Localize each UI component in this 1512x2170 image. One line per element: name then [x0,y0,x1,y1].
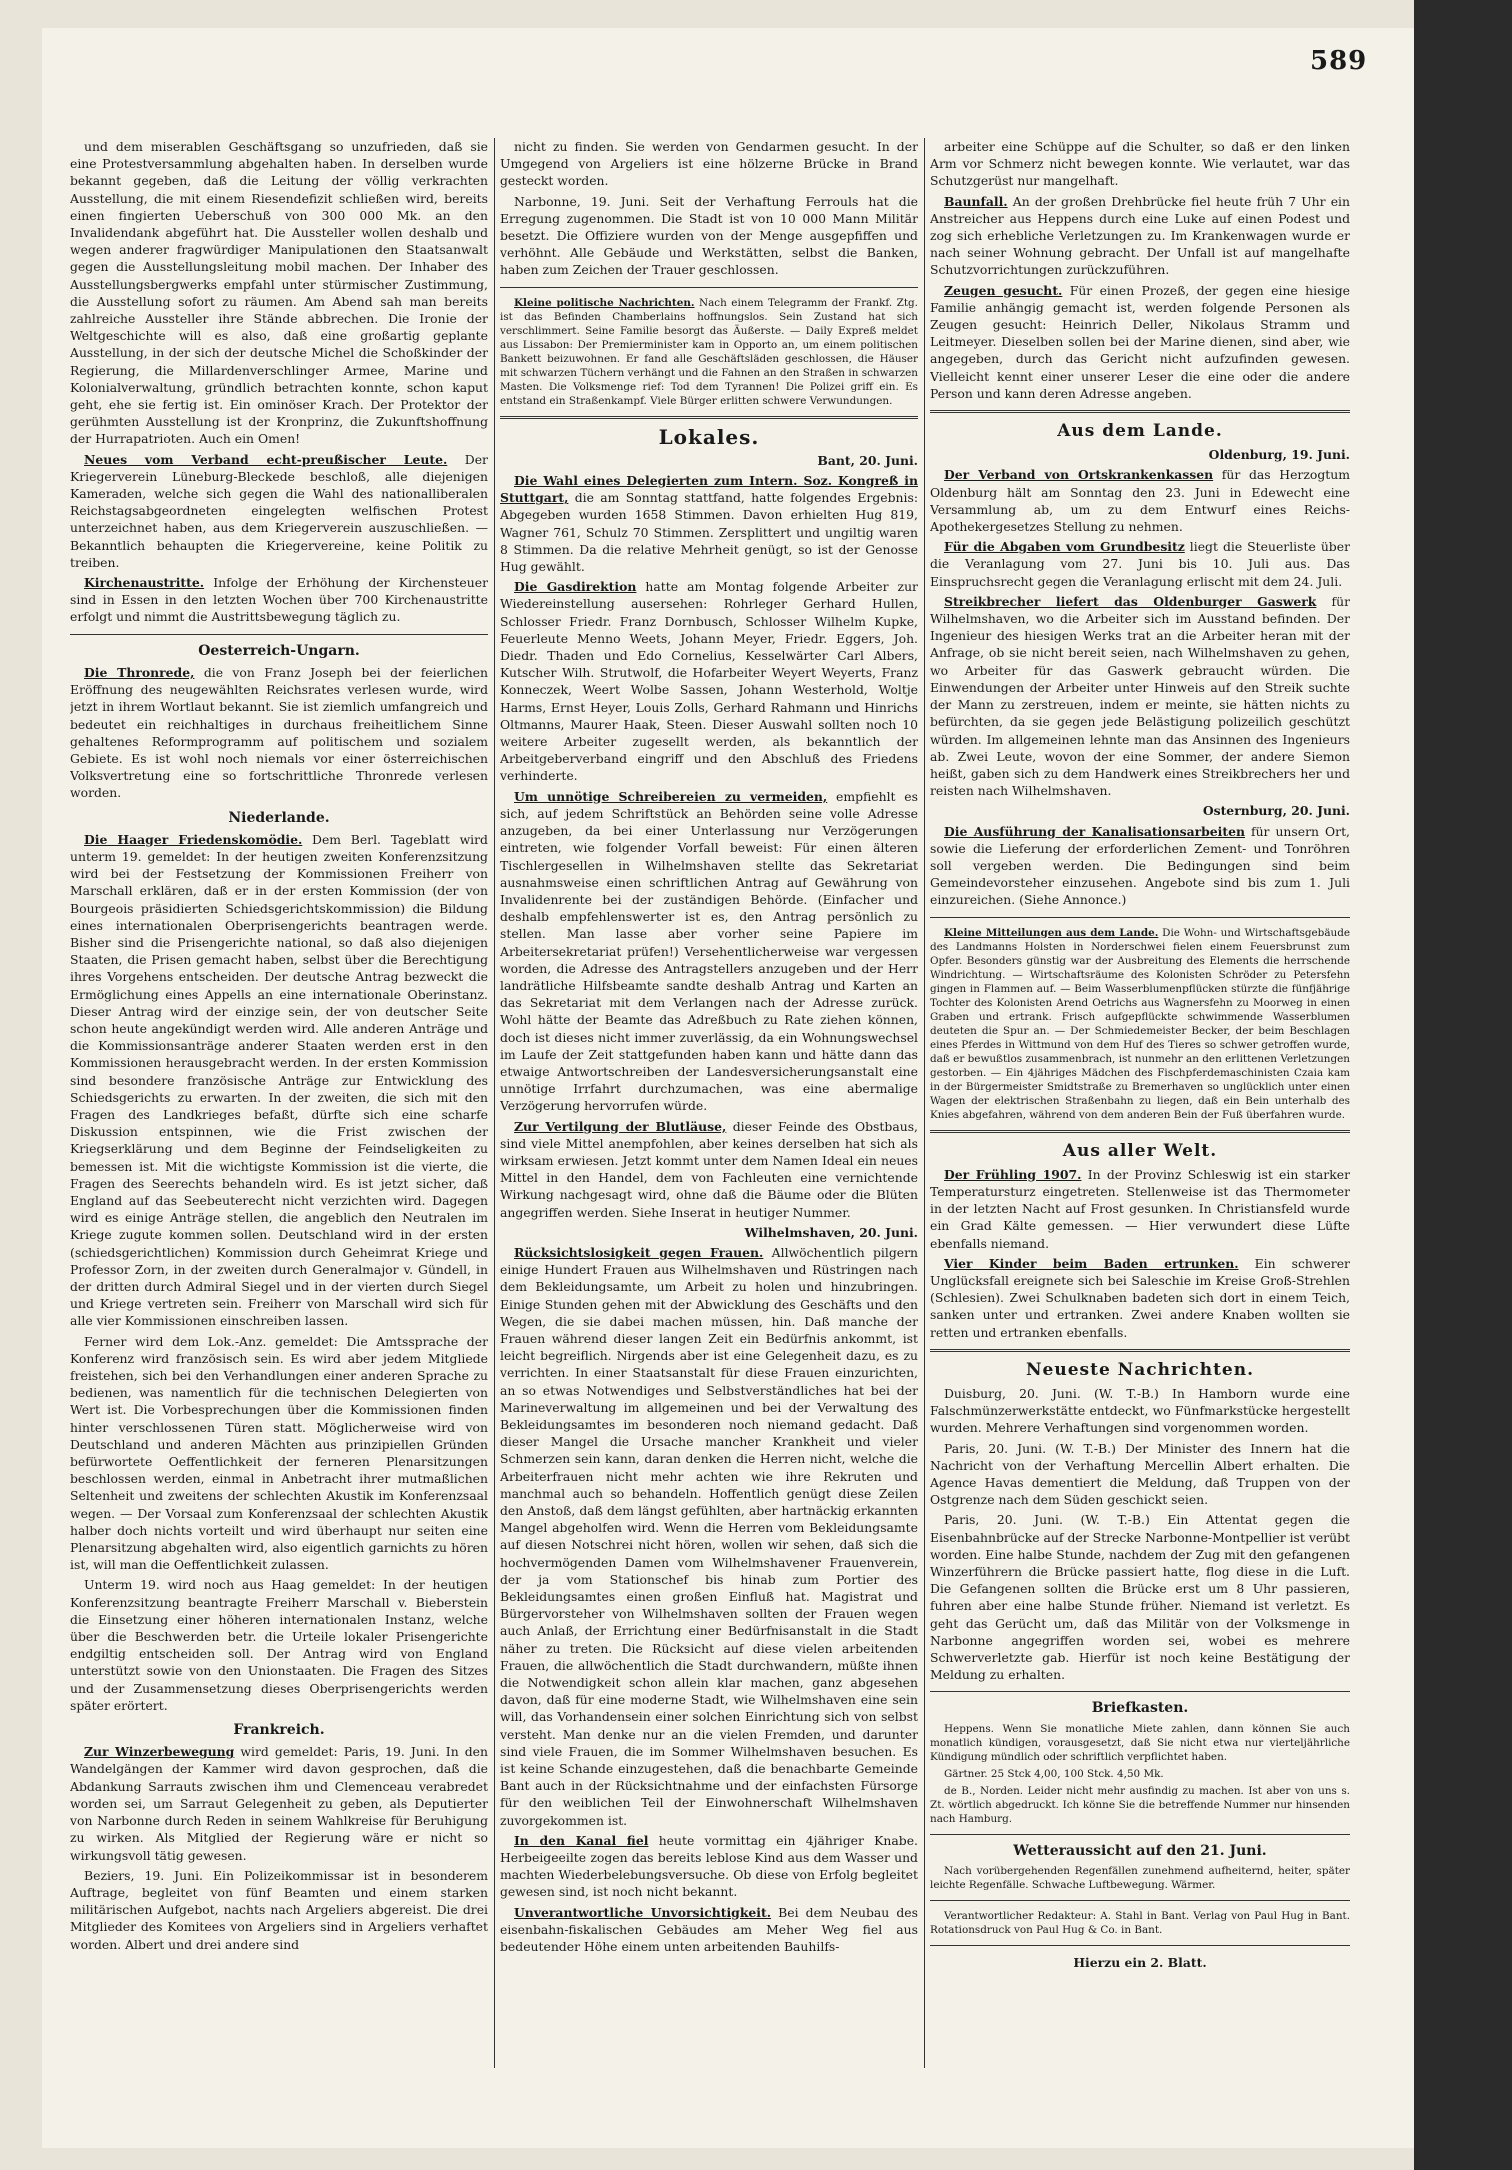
section-title: Oesterreich-Ungarn. [198,642,360,659]
article-head: Für die Abgaben vom Grundbesitz [944,539,1185,555]
article-head: Neues vom Verband echt-preußischer Leute. [84,451,448,467]
article-head: Die Ausführung der Kanalisationsarbeiten [944,823,1245,839]
mailbox-entry: Heppens. Wenn Sie monatliche Miete zahlen, dann können Sie auch monatlich kündigen, vorausgesetzt, daß Sie nicht etwa nur vierteljährliche Kündigung mündlich oder schriftlich verpflichtet haben. [930,1722,1350,1763]
section-title: Niederlande. [228,809,330,826]
article-text: empfiehlt es sich, auf jedem Schriftstück an Behörden seine volle Adresse anzugeben, da bei einer Unterlassung nur Verzögerungen eintreten, wie folgender Vorfall beweist: Für einen älteren Tischlergesellen in Wilhelmshaven stellte das Sekretariat ausnahmsweise einen schriftlichen Antrag auf Gewährung von Invalidenrente bei der zuständigen Behörde. (Einfacher und deshalb empfehlenswerter ist es, den Antrag persönlich zu stellen. Man lasse aber vorher seine Papiere im Arbeitersekretariat prüfen!) Versehentlicherweise war vergessen worden, die Adresse des Antragstellers anzugeben und der Herr landrätliche Hilfsbeamte sandte deshalb Antrag und Karten an das Sekretariat mit dem Verlangen nach der Adresse zurück. Wohl hätte der Beamte das Adreßbuch zu Rate ziehen können, doch ist dieses nicht immer zuverlässig, da ein Wohnungswechsel im Laufe der Zeit stattgefunden haben kann und hätte dann das etwaige Antwortschreiben der Landesversicherungsanstalt eine unnötige Irrfahrt durchzumachen, was eine abermalige Verzögerung hervorrufen würde. [500,788,918,1114]
article-head: Der Verband von Ortskrankenkassen [944,467,1214,483]
divider [930,1130,1350,1133]
article [930,593,1350,799]
article-head: Der Frühling 1907. [944,1166,1082,1182]
column-rule [494,138,495,2068]
section-title: Frankreich. [233,1722,325,1739]
weather-text: Nach vorübergehenden Regenfällen zunehmend aufheiternd, heiter, später leichte Regenfälle. Schwache Luftbewegung. Wärmer. [930,1864,1350,1891]
divider [930,1691,1350,1692]
article-text: Ferner wird dem Lok.-Anz. gemeldet: Die Amtssprache der Konferenz wird französisch sein. Es wird aber jedem Mitgliede freistehen, sich bei den Verhandlungen einer anderen Sprache zu bedienen, was namentlich für die technischen Delegierten von Wert ist. Die Vorbesprechungen über die Kommissionen finden hinter verschlossenen Türen statt. Möglicherweise wird von Deutschland und anderen Mächten aus prinzipiellen Gründen befürwortete Oeffentlichkeit der ferneren Plenarsitzungen beschlossen werden, einmal in Anbetracht ihrer mutmaßlichen Seltenheit und zweitens der schlechten Akustik im Konferenzsaal wegen. — Der Vorsaal zum Konferenzsaal der schlechten Akustik halber doch nichts vorteilt und wird überhaupt nur seiten eine Plenarsitzung abgehalten wird, also eigentlich garnichts zu hören ist, will man die Oeffentlichkeit zulassen. [70,1333,488,1573]
article [500,788,918,1115]
article-text: In der Provinz Schleswig ist ein starker Temperatursturz eingetreten. Stellenweise ist das Thermometer in der letzten Nacht auf Frost gesunken. In Christiansfeld wurde ein Grad Kälte gemessen. — Hier verwundert diese Lüfte ebenfalls niemand. [930,1166,1350,1251]
column-1 [70,138,488,2073]
article [70,831,488,1330]
article-text: Für einen Prozeß, der gegen eine hiesige Familie anhängig gemacht ist, werden folgende Personen als Zeugen gesucht: Heinrich Deller, Nikolaus Stramm und Leitmeyer. Dieselben sollen bei der Marine dienen, sind aber, wie angegeben, durch das Gericht nicht aufzufinden gewesen. Vielleicht kennt einer unserer Leser die eine oder die andere Person und kann deren Adresse angeben. [930,282,1350,401]
article-text: Unterm 19. wird noch aus Haag gemeldet: In der heutigen Konferenzsitzung beantragte Freiherr Marschall v. Bieberstein die Einsetzung einer höheren internationalen Instanz, welche über die Beschwerden betr. die Urteile lokaler Prisengerichte endgiltig entscheiden soll. Der Antrag wird von England unterstützt sowie von den Unionstaaten. Die Fragen des Sitzes und der Zusammensetzung dieses Oberprisengerichts werden später erörtert. [70,1577,488,1713]
article-text: Beziers, 19. Juni. Ein Polizeikommissar ist in besonderem Auftrage, begleitet von fünf Beamten und einem starken militärischen Aufgebot, nachts nach Argeliers abgereist. Die drei Mitglieder des Komitees von Argeliers sind in Argeliers verhaftet worden. Albert und drei andere sind [70,1867,488,1952]
article-head: Die Haager Friedenskomödie. [84,831,303,847]
article [930,1166,1350,1252]
article-text: die am Sonntag stattfand, hatte folgendes Ergebnis: Abgegeben wurden 1658 Stimmen. Davon erhielten Hug 819, Wagner 761, Schulz 70 Stimmen. Zersplittert und ungiltig waren 8 Stimmen. Da die relative Mehrheit genügt, so ist der Genosse Hug gewählt. [500,490,918,575]
article-text: für das Herzogtum Oldenburg hält am Sonntag den 23. Juni in Edewecht eine Versammlung ab, um zu dem Entwurf eines Reichs-Apothekergesetzes Stellung zu nehmen. [930,467,1350,535]
article [930,282,1350,402]
article-text: Allwöchentlich pilgern einige Hundert Frauen aus Wilhelmshaven und Rüstringen nach dem Bekleidungsamte, um Arbeit zu holen und hinzubringen. Einige Stunden gehen mit der Abwicklung des Geschäfts und den Wegen, die sie dabei machen müssen, hin. Daß manche der Frauen während dieser langen Zeit ein Bedürfnis ankommt, ist leicht begreiflich. Nirgends aber ist eine Gelegenheit dazu, es zu verrichten. In einer Staatsanstalt für diese Frauen einzurichten, an so etwas Notwendiges und Selbstverständliches hat bei der Marineverwaltung im allgemeinen und bei der Verwaltung des Bekleidungsamtes im besonderen noch niemand gedacht. Daß dieser Mangel die Ursache mancher Krankheit und vieler Schmerzen sein kann, daran denken die Herren nicht, welche die Arbeiterfrauen nicht mehr achten wie ihre Rekruten und manchmal auch so behandeln. Hoffentlich genügt diese Zeilen den Anstoß, daß dem längst gefühlten, aber hartnäckig erkannten Mangel abgeholfen wird. Wenn die Herren vom Bekleidungsamte auf diesen Notschrei nicht hören, wollen wir sehen, daß sich die hochvermögenden Damen vom Wilhelmshavener Frauenverein, der ja vom Stationschef bis hinab zum Portier des Bekleidungsamtes einen großen Einfluß hat. Magistrat und Bürgervorsteher von Wilhelmshaven sollten der Frauen wegen auch Anlaß, der Errichtung einer Bedürfnisanstalt in die Stadt näher zu treten. Die Rücksicht auf diese vielen arbeitenden Frauen, die allwöchentlich die Stadt durchwandern, müßte ihnen die Notwendigkeit schon allein klar machen, ganz abgesehen davon, daß für eine moderne Stadt, wie Wilhelmshaven eine sein will, das Vorhandensein einer solchen Einrichtung sich von selbst versteht. Man denke nur an die vielen Fremden, und darunter sind viele Frauen, die im Sommer Wilhelmshaven besuchen. Es ist keine Schande einzugestehen, daß die benachbarte Gemeinde Bant auch in der Rücksichtnahme und der einfachsten Fürsorge für den weiblichen Teil der Einwohnerschaft Wilhelmshaven zuvorgekommen ist. [500,1244,918,1828]
article-text: Paris, 20. Juni. (W. T.-B.) Der Minister des Innern hat die Nachricht von der Verhaftung Mercellin Albert erhalten. Die Agence Havas dementiert die Meldung, daß Truppen von der Ostgrenze nach dem Süden geschickt seien. [930,1440,1350,1508]
article-text: liegt die Steuerliste über die Veranlagung vom 27. Juni bis 10. Juli aus. Das Einspruchsrecht gegen die Veranlagung erlischt mit dem 24. Juli. [930,539,1350,589]
article-text: nicht zu finden. Sie werden von Gendarmen gesucht. In der Umgegend von Argeliers ist eine hölzerne Brücke in Brand gesteckt worden. [500,139,918,189]
section-title: Aus aller Welt. [1062,1140,1218,1161]
article-head: Baunfall. [944,193,1008,209]
article [500,296,918,408]
article-text: Nach einem Telegramm der Frankf. Ztg. ist das Befinden Chamberlains hoffnungslos. Sein Zustand hat sich verschlimmert. Seine Familie besorgt das Äußerste. — Daily Expreß meldet aus Lissabon: Der Premierminister kam in Opporto an, um einem politischen Bankett beizuwohnen. Er fand alle Geschäftsläden geschlossen, die Häuser mit schwarzen Tüchern verhängt und die Fahnen an den Straßen in schwarzen Masten. Die Volksmenge rief: Tod dem Tyrannen! Die Polizei griff ein. Es entstand ein Straßenkampf. Viele Bürger erlitten schwere Verwundungen. [500,296,918,407]
column-3 [930,138,1350,2073]
article-text: Die Wohn- und Wirtschaftsgebäude des Landmanns Holsten in Norderschwei fielen einem Feuersbrunst zum Opfer. Besonders günstig war der Ausbreitung des Elements die herrschende Windrichtung. — Wirtschaftsräume des Kolonisten Schröder zu Petersfehn gingen in Flammen auf. — Beim Wasserblumenpflücken stürzte die fünfjährige Tochter des Kolonisten Arend Oetrichs aus Wagnersfehn zu Moorweg in einen Graben und ertrank. Frisch aufgepflückte schwimmende Wasserblumen deuteten die Spur an. — Der Schmiedemeister Becker, der beim Beschlagen eines Pferdes in Wittmund von dem Huf des Tieres so schwer getroffen wurde, daß er bewußtlos zusammenbrach, ist nunmehr an den erlittenen Verletzungen gestorben. — Ein 4jähriges Mädchen des Fischpferdemaschinisten Czaia kam in der Bürgermeister Smidtstraße zu Bremerhaven so unglücklich unter einen Wagen der elektrischen Straßenbahn zu liegen, daß ein Bein unterhalb des Knies abgefahren, während von dem anderen Bein der Fuß überfahren wurde. [930,926,1350,1121]
article-head: Kleine politische Nachrichten. [514,296,695,309]
divider [930,1900,1350,1901]
dateline: Osternburg, 20. Juni. [1202,803,1350,819]
article [500,1832,918,1901]
article-head: Kleine Mitteilungen aus dem Lande. [944,926,1159,939]
column-2 [500,138,918,2073]
article [500,1118,918,1221]
divider [930,1349,1350,1352]
divider [930,1945,1350,1946]
article [500,1244,918,1829]
article [70,664,488,802]
article-text: Narbonne, 19. Juni. Seit der Verhaftung Ferrouls hat die Erregung zugenommen. Die Stadt ist von 10 000 Mann Militär besetzt. Die Offiziere wurden von der Menge ausgepfiffen und verhöhnt. Alle Gebäude und Werkstätten, selbst die Banken, haben zum Zeichen der Trauer geschlossen. [500,193,918,278]
weather-title: Wetteraussicht auf den 21. Juni. [1013,1842,1267,1859]
mailbox-entry: Gärtner. 25 Stck 4,00, 100 Stck. 4,50 Mk. [944,1767,1164,1780]
section-title: Lokales. [658,424,760,449]
article-text: wird gemeldet: Paris, 19. Juni. In den Wandelgängen der Kammer wird davon gesprochen, daß die Abdankung Sarrauts zwischen ihm und Clemenceau verabredet worden sei, um Sarraut Gelegenheit zu geben, als Deputierter von Narbonne durch Reden in seinem Wahlkreise für Beruhigung zu wirken. Als Mitglied der Regierung wäre er nicht so wirkungsvoll tätig gewesen. [70,1744,488,1863]
divider [70,634,488,635]
article-head: Vier Kinder beim Baden ertrunken. [944,1255,1239,1271]
article [930,193,1350,279]
article-text: Ein schwerer Unglücksfall ereignete sich bei Saleschie im Kreise Groß-Strehlen (Schlesien). Zwei Schulknaben badeten sich dort in einem Teich, sanken unter und ertranken. Zwei andere Knaben wollten sie retten und ertranken ebenfalls. [930,1255,1350,1340]
article-text: Dem Berl. Tageblatt wird unterm 19. gemeldet: In der heutigen zweiten Konferenzsitzung wird bei der Festsetzung der Kommissionen Freiherr von Marschall erklären, daß er in der ersten Kommission (der von Bourgeois präsidierten Schiedsgerichtskommission) die Bildung eines internationalen Oberprisengerichts beantragen werde. Bisher sind die Prisengerichte national, so daß also diejenigen Staaten, die Prisen gemacht haben, selbst über die Berechtigung ihres Vorgehens entscheiden. Der deutsche Antrag bezweckt die Ermöglichung eines Appells an eine internationale Oberinstanz. Dieser Antrag wird der einzige sein, der von deutscher Seite schon heute angekündigt werden wird. Alle anderen Anträge und die Kommissionsanträge anderer Staaten werden erst in den Kommissionen herausgebracht werden. In der ersten Kommission sind besondere französische Anträge zur Entwicklung des Schiedsgerichts zu erwarten. In der zweiten, die sich mit den Fragen des Landkrieges befaßt, dürfte sich eine scharfe Diskussion entspinnen, wie die Frist zwischen der Kriegserklärung und dem Beginne der Feindseligkeiten zu bemessen ist. Mit die wichtigste Kommission ist die vierte, die Fragen des Seerechts behandeln wird. Es ist jetzt sicher, daß England auf das Seebeuterecht nicht verzichten wird. Dagegen wird es einige Anträge stellen, die angeblich den Neutralen im Kriege zugute kommen sollen. Deutschland wird in der ersten (schiedsgerichtlichen) Kommission durch Geheimrat Kriege und Professor Zorn, in der zweiten durch Generalmajor v. Gündell, in der dritten durch Admiral Siegel und in der vierten durch Siegel und Kriege vertreten sein. Freiherr von Marschall wird sich für alle vier Kommissionen einschreiben lassen. [70,831,488,1329]
article-text: die von Franz Joseph bei der feierlichen Eröffnung des neugewählten Reichsrates verlesen wurde, wird jetzt in ihrem Wortlaut bekannt. Sie ist ziemlich umfangreich und bedeutet ein reichhaltiges in durchaus freiheitlichem Sinne gehaltenes Reformprogramm auf politischem und sozialem Gebiete. Es ist wohl noch niemals vor einer österreichischen Volksvertretung eine so fortschrittliche Thronrede verlesen worden. [70,664,488,801]
article-head: Rücksichtslosigkeit gegen Frauen. [514,1244,764,1260]
dateline: Bant, 20. Juni. [817,452,918,468]
divider [930,917,1350,918]
section-title: Neueste Nachrichten. [1025,1359,1255,1380]
article-text: für Wilhelmshaven, wo die Arbeiter sich im Ausstand befinden. Der Ingenieur des hiesigen Werks trat an die Arbeiter heran mit der Anfrage, ob sie nicht bereit seien, nach Wilhelmshaven zu gehen, wo Arbeiter für das Gaswerk gebraucht würden. Die Einwendungen der Arbeiter unter Hinweis auf den Streik suchte der Mann zu zerstreuen, indem er meinte, sie hätten nichts zu befürchten, da sie gegen jede Belästigung polizeilich geschützt würden. Im allgemeinen lehnte man das Ansinnen des Ingenieurs ab. Zwei Leute, wovon der eine Sommer, der andere Siemon heißt, gaben sich zu dem Handwerk eines Streikbrechers her und reisten nach Wilhelmshaven. [930,593,1350,799]
article-text: Der Kriegerverein Lüneburg-Bleckede beschloß, alle diejenigen Kameraden, welche sich gegen die Wahl des nationalliberalen Reichstagsabgeordneten eingelegten welfischen Protest unterzeichnet haben, aus dem Kriegerverein auszuschließen. — Bekanntlich behaupten die Kriegervereine, keine Politik zu treiben. [70,451,488,570]
divider [500,287,918,288]
imprint: Verantwortlicher Redakteur: A. Stahl in Bant. Verlag von Paul Hug in Bant. Rotationsdruck von Paul Hug & Co. in Bant. [930,1909,1350,1936]
article-head: Die Wahl eines Delegierten zum Intern. Soz. Kongreß in Stuttgart, [500,473,918,506]
article-head: Die Thronrede, [84,664,195,680]
article-text: für unsern Ort, sowie die Lieferung der erforderlichen Zement- und Tonröhren soll vergeben werden. Die Bedingungen sind beim Gemeindevorsteher einzusehen. Angebote sind bis zum 1. Juli einzureichen. (Siehe Annonce.) [930,823,1350,908]
article-text: Infolge der Erhöhung der Kirchensteuer sind in Essen in den letzten Wochen über 700 Kirchenaustritte erfolgt und nimmt die Austrittsbewegung täglich zu. [70,575,488,625]
article [500,1904,918,1956]
page-number: 589 [1310,46,1368,76]
section-title: Aus dem Lande. [1057,421,1223,442]
article-head: Zur Vertilgung der Blutläuse, [514,1118,727,1134]
article [930,538,1350,590]
mailbox-entry: de B., Norden. Leider nicht mehr ausfindig zu machen. Ist aber von uns s. Zt. wörtlich abgedruckt. Ich könne Sie die betreffende Nummer nur hinsenden nach Hamburg. [930,1784,1350,1825]
article-head: Streikbrecher liefert das Oldenburger Gaswerk [944,593,1317,609]
article-text: arbeiter eine Schüppe auf die Schulter, so daß er den linken Arm vor Schmerz nicht bewegen konnte. Wie verlautet, war das Schutzgerüst nur mangelhaft. [930,139,1350,189]
article [70,574,488,626]
divider [500,416,918,419]
article-head: Unverantwortliche Unvorsichtigkeit. [514,1904,772,1920]
book-binding [1414,0,1512,2170]
dateline: Oldenburg, 19. Juni. [1208,447,1350,463]
section-title: Briefkasten. [1091,1700,1189,1717]
article-head: In den Kanal fiel [514,1832,649,1848]
article [930,823,1350,909]
article [930,1255,1350,1341]
article-head: Um unnötige Schreibereien zu vermeiden, [514,788,828,804]
article-text: und dem miserablen Geschäftsgang so unzufrieden, daß sie eine Protestversammlung abgehalten haben. In derselben wurde bekannt gegeben, daß die Leitung der völlig verkrachten Ausstellung, die mit einem Riesendefizit schließen wird, bereits einen fingierten Ueberschuß von 300 000 Mk. an den Invalidendank abgeführt hat. Die Aussteller wollen deshalb und wegen anderer fragwürdiger Manipulationen den Staatsanwalt gegen die Ausstellungsleitung mobil machen. Der Inhaber des Ausstellungsbergwerks empfahl unter stürmischer Zustimmung, die Ausstellung sofort zu räumen. Am Abend sah man bereits zahlreiche Aussteller ihre Stände abbrechen. Die Ironie der Weltgeschichte will es also, daß eine großartig geplante Ausstellung, in der sich der deutsche Michel die Schoßkinder der Regierung, die Millardenverschlinger Armee, Marine und Kolonialverwaltung, gründlich betrachten konnte, schon kaput geht, ehe sie fertig ist. Ein ominöser Krach. Der Protektor der gerühmten Ausstellung ist der Kronprinz, die Zukunftshoffnung der Hurrapatrioten. Auch ein Omen! [70,139,488,447]
article [70,1743,488,1863]
divider [930,410,1350,413]
article-text: heute vormittag ein 4jähriger Knabe. Herbeigeeilte zogen das bereits leblose Kind aus dem Wasser und machten Wiederbelebungsversuche. Ob diese von Erfolg begleitet gewesen sind, ist noch nicht bekannt. [500,1832,918,1900]
column-rule [924,138,925,2068]
article-head: Die Gasdirektion [514,579,637,595]
article-text: Paris, 20. Juni. (W. T.-B.) Ein Attentat gegen die Eisenbahnbrücke auf der Strecke Narbonne-Montpellier ist verübt worden. Eine halbe Stunde, nachdem der Zug mit den gefangenen Winzerführern die Brücke passiert hatte, flog diese in die Luft. Die Gefangenen sollten die Brücke erst um 8 Uhr passieren, fuhren aber eine halbe Stunde früher. Niemand ist verletzt. Es geht das Gerücht um, daß das Militär von der Volksmenge in Narbonne angegriffen worden sei, wobei es mehrere Schwerverletzte gab. Hierfür ist noch keine Bestätigung der Meldung zu erhalten. [930,1512,1350,1683]
article-text: Bei dem Neubau des eisenbahn-fiskalischen Gebäudes am Meher Weg fiel aus bedeutender Höhe einem unten arbeitenden Bauhilfs- [500,1904,918,1955]
article [70,451,488,571]
article [930,926,1350,1122]
article-text: An der großen Drehbrücke fiel heute früh 7 Uhr ein Anstreicher aus Heppens durch eine Luke auf einen Podest und zog sich erhebliche Verletzungen zu. Im Krankenwagen wurde er nach seiner Wohnung gebracht. Der Unfall ist auf mangelhafte Schutzvorrichtungen zurückzuführen. [930,193,1350,278]
article-text: hatte am Montag folgende Arbeiter zur Wiedereinstellung ausersehen: Rohrleger Gerhard Hullen, Schlosser Friedr. Franz Dornbusch, Schlosser Wilhelm Kupke, Feuerleute Menno Weets, Johann Meyer, Friedr. Eggers, Joh. Diedr. Thaden und Edo Cornelius, Kesselwärter Carl Albers, Kutscher Wilh. Strutwolf, die Hofarbeiter Weyert Weyerts, Franz Konneczek, Weert Wolbe Sassen, Johann Westerhold, Woltje Harms, Ernst Heyer, Louis Zolls, Gerhard Rahmann und Hinrichs Oltmanns, Maurer Haak, Steen. Dieser Auswahl sollten noch 10 weitere Arbeiter zugesellt werden, als bekanntlich der Arbeitgeberverband eingriff und den Abschluß des Friedens verhinderte. [500,579,918,784]
divider [930,1834,1350,1835]
dateline: Wilhelmshaven, 20. Juni. [744,1224,918,1240]
article [500,472,918,575]
article [500,578,918,784]
article-head: Zur Winzerbewegung [84,1744,235,1760]
article [930,466,1350,535]
article-text: Duisburg, 20. Juni. (W. T.-B.) In Hamborn wurde eine Falschmünzerwerkstätte entdeckt, wo Fünfmarkstücke hergestellt wurden. Mehrere Verhaftungen sind vorgenommen worden. [930,1385,1350,1436]
article-head: Kirchenaustritte. [84,575,205,591]
article-text: dieser Feinde des Obstbaus, sind viele Mittel anempfohlen, aber keines derselben hat sich als wirksam erwiesen. Jetzt kommt unter dem Namen Ideal ein neues Mittel in den Handel, dem von Fachleuten eine vernichtende Wirkung nachgesagt wird, ohne daß die Bäume oder die Blüten angegriffen werden. Siehe Inserat in heutiger Nummer. [500,1118,918,1220]
supplement-note: Hierzu ein 2. Blatt. [1073,1954,1207,1970]
article-head: Zeugen gesucht. [944,282,1063,298]
